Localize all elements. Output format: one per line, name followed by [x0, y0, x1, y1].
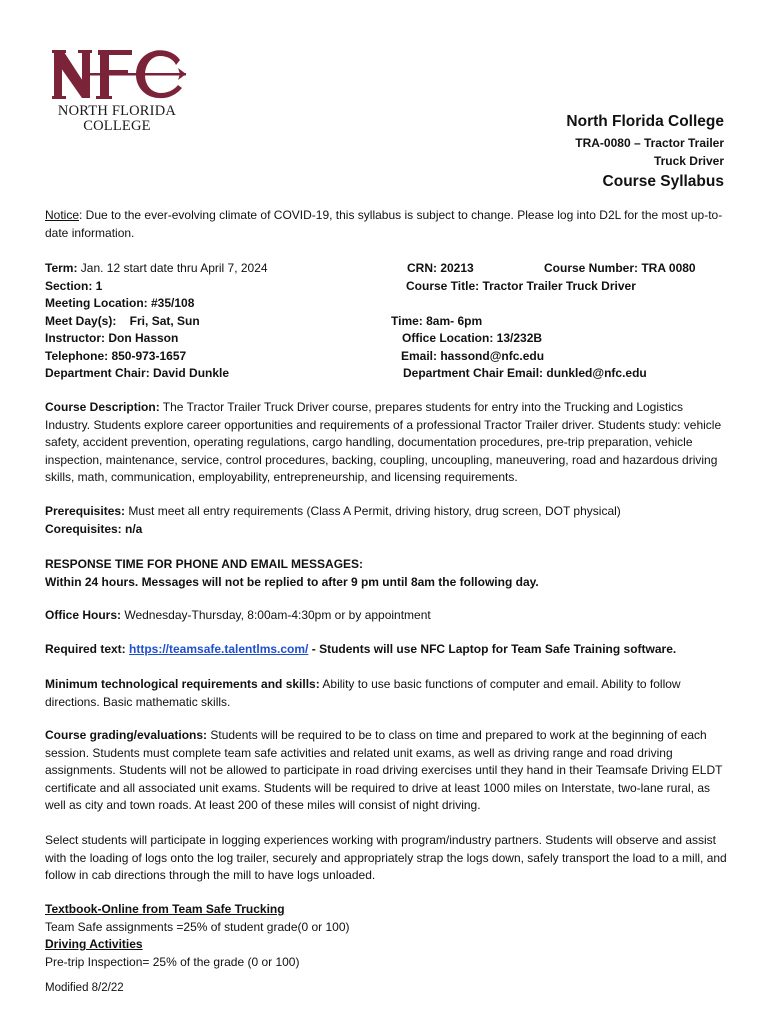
team-safe-assignments: Team Safe assignments =25% of student grade(0 or 100): [45, 919, 350, 934]
required-text-label: Required text:: [45, 642, 130, 656]
course-code-line1: TRA-0080 – Tractor Trailer: [575, 136, 724, 150]
section: Section: 1: [45, 278, 103, 293]
meeting-location: Meeting Location: #35/108: [45, 296, 195, 310]
telephone: Telephone: 850-973-1657: [45, 348, 187, 363]
response-time-heading: RESPONSE TIME FOR PHONE AND EMAIL MESSAGES:: [45, 557, 364, 571]
logging-paragraph: [45, 832, 727, 885]
prerequisites-block: [45, 503, 727, 538]
office-hours-text: Wednesday-Thursday, 8:00am-4:30pm or by appointment: [121, 608, 431, 622]
course-description-text: The Tractor Trailer Truck Driver course, prepares students for entry into the Trucking and Logistics Industry. Students explore career opportunities and requirements of a professional Tractor Trailer driver. Students study: vehicle safety, accident prevention, operating regulations, cargo handling, documentation procedures, pre-trip preparation, vehicle inspection, maintenance, service, control procedures, backing, coupling, uncoupling, maneuvering, road and hazardous driving skills, math, communication, employability, entrepreneurship, and licensing requirements.: [45, 400, 722, 484]
course-description: [45, 399, 727, 487]
logo-college-name: [52, 104, 182, 134]
doc-title: Course Syllabus: [602, 173, 724, 190]
grading-paragraph: [45, 727, 727, 815]
course-code-line2: Truck Driver: [653, 154, 724, 168]
response-time-block: [45, 556, 727, 591]
teamsafe-link[interactable]: https://teamsafe.talentlms.com/: [129, 642, 309, 656]
prerequisites-label: Prerequisites:: [45, 504, 126, 518]
response-time-text: Within 24 hours. Messages will not be replied to after 9 pm until 8am the following day.: [45, 574, 539, 589]
term-value: Jan. 12 start date thru April 7, 2024: [77, 261, 268, 275]
nfc-logo-icon: [52, 46, 188, 104]
email: Email: hassond@nfc.edu: [401, 348, 545, 363]
time: Time: 8am- 6pm: [391, 313, 483, 328]
college-logo: [52, 46, 192, 134]
course-title: Course Title: Tractor Trailer Truck Driver: [406, 278, 636, 293]
meet-days: Meet Day(s): Fri, Sat, Sun: [45, 313, 200, 328]
notice-text: : Due to the ever-evolving climate of COVID-19, this syllabus is subject to change. Please log into D2L for the most up-to-date information.: [45, 208, 723, 240]
grading-text: Students will be required to be to class on time and prepared to work at the beginning of each session. Students must complete team safe activities and related unit exams, as well as driving range and road driving assignments. Students will not be allowed to participate in road driving exercises until they hand in their Teamsafe Driving ELDT certificate and all associated unit exams. Students will be required to drive at least 1000 miles on Interstate, two-lane rural, as well as city and town roads. At least 200 of these miles will consist of night driving.: [45, 728, 723, 812]
prerequisites-text: Must meet all entry requirements (Class A Permit, driving history, drug screen, DOT physical): [125, 504, 621, 518]
office-hours: [45, 607, 727, 625]
logging-text: Select students will participate in logging experiences working with program/industry partners. Students will observe and assist with the loading of logs onto the log trailer, securely and appropriately strap the logs down, safely transport the load to a mill, and follow in cab directions through the mill to have logs unloaded.: [45, 833, 727, 882]
pretrip-inspection: Pre-trip Inspection= 25% of the grade (0 or 100): [45, 954, 300, 969]
min-tech-text: Ability to use basic functions of computer and email. Ability to follow directions. Basic mathematic skills.: [45, 677, 681, 709]
course-description-label: Course Description:: [45, 400, 160, 414]
required-text-note: - Students will use NFC Laptop for Team Safe Training software.: [308, 642, 677, 656]
notice-label: Notice: [45, 208, 80, 222]
required-text: [45, 641, 727, 659]
dept-chair-email: Department Chair Email: dunkled@nfc.edu: [403, 366, 647, 380]
driving-activities-heading: Driving Activities: [45, 937, 143, 951]
min-tech-label: Minimum technological requirements and skills:: [45, 677, 320, 691]
office-location: Office Location: 13/232B: [402, 331, 543, 345]
office-hours-label: Office Hours:: [45, 608, 122, 622]
min-tech-requirements: [45, 676, 727, 711]
grade-breakdown: [45, 901, 727, 971]
course-number: Course Number: TRA 0080: [544, 261, 696, 275]
notice-paragraph: [45, 207, 727, 242]
document-header: [566, 112, 724, 192]
instructor: Instructor: Don Hasson: [45, 331, 179, 345]
course-info-left: [45, 260, 268, 383]
grading-label: Course grading/evaluations:: [45, 728, 208, 742]
crn: CRN: 20213: [407, 261, 474, 275]
course-info-right: [391, 260, 734, 383]
college-title: North Florida College: [566, 113, 724, 130]
logo-name-line2: COLLEGE: [83, 118, 151, 134]
dept-chair: Department Chair: David Dunkle: [45, 366, 230, 380]
logo-name-line1: NORTH FLORIDA: [57, 103, 177, 119]
term-label: Term:: [45, 261, 78, 275]
textbook-heading: Textbook-Online from Team Safe Trucking: [45, 902, 285, 916]
modified-date: Modified 8/2/22: [45, 982, 124, 994]
corequisites: Corequisites: n/a: [45, 521, 143, 536]
